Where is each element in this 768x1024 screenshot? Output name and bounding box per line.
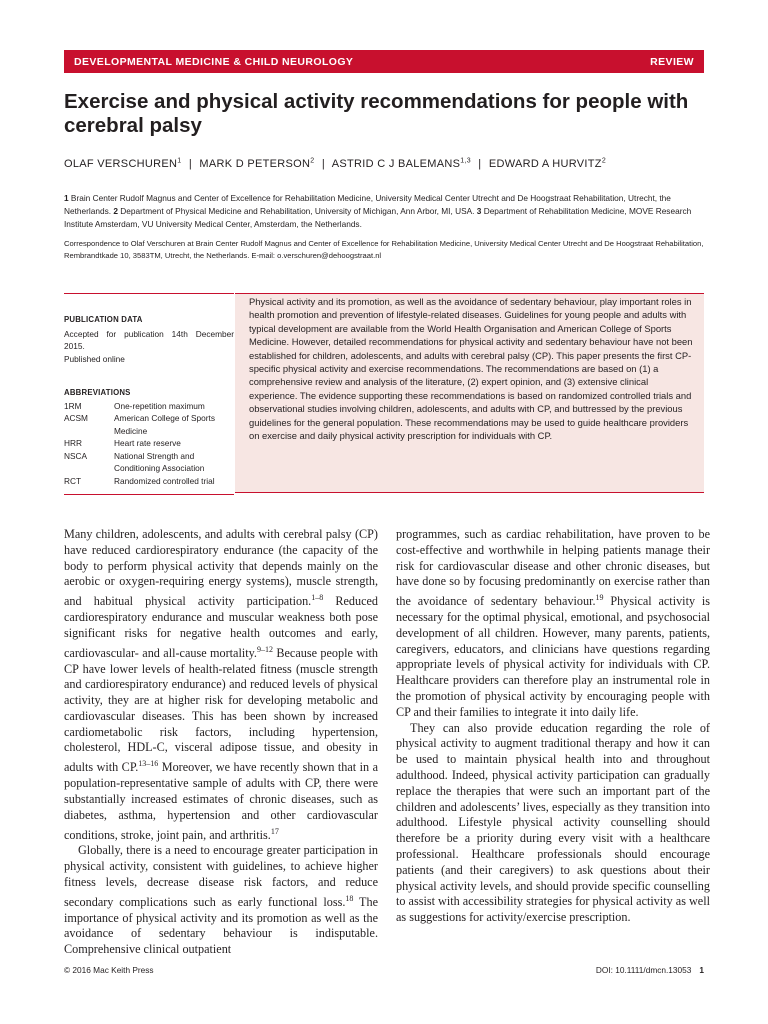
abbreviation: RCT [64,475,82,486]
abbreviation-row [64,412,234,437]
abbreviation-expansion: One-repetition maximum [114,400,205,411]
copyright: © 2016 Mac Keith Press [64,965,154,975]
body-paragraph [64,843,378,958]
body-text: Physical activity is necessary for the optimal physical, emotional, and psychosocial development of all children. However, many parents, patients, caregivers, educators, and clinicians have questions regarding appropriate levels of physical activity for individuals with CP. Healthcare providers can therefore play an instrumental role in the promotion of physical activity by encouraging people with CP and their families to integrate it into daily life. [396,594,710,719]
abbreviation-expansion: Randomized controlled trial [114,475,215,486]
author-list [64,157,704,170]
body-column-left [64,527,378,958]
abbreviation-row [64,437,234,450]
citation-ref: 9–12 [256,644,273,654]
journal-name: DEVELOPMENTAL MEDICINE & CHILD NEUROLOGY [74,55,354,68]
author-affiliation-mark: 1 [177,157,182,164]
abbreviation: HRR [64,438,82,448]
author-name: MARK D PETERSON [199,157,311,170]
author [332,158,471,170]
body-paragraph [396,721,710,926]
body-text: Because people with CP have lower levels of health-related fitness (muscle strength and cardiorespiratory endurance) and reduced levels of physical activity, they are at higher risk for developing metabolic and cardiovascular diseases. This has been shown by increased cardiometabolic risk factors, including hypertension, cholesterol, HDL-C, visceral adipose tissue, and obesity in adults with CP. [64,645,378,775]
author-separator: | [188,157,193,170]
page-footer [64,965,704,975]
abbreviation: NSCA [64,450,88,461]
publication-sidebar [64,293,234,495]
body-text: Moreover, we have recently shown that in a population-representative sample of adults with CP, there were substantially increased estimates of chronic diseases, such as diabetes, asthma, hypertension and other cardiovascular conditions, stroke, joint pain, and arthritis. [64,760,378,842]
author [64,158,182,170]
affiliations [64,192,704,231]
author-separator: | [321,157,325,170]
body-text: Globally, there is a need to encourage greater participation in physical activity, consistent with guidelines, to achieve higher fitness levels, decrease disease risk factors, and reduce secondary complications such as early functional loss. [64,843,378,909]
abbreviation-row [64,475,234,488]
abbreviation-row [64,400,234,413]
author-name: OLAF VERSCHUREN [64,157,178,170]
affiliation-number: 1 [64,193,69,203]
author-affiliation-mark: 2 [310,157,315,164]
citation-ref: 1–8 [311,593,324,603]
citation-ref: 17 [270,826,279,836]
publication-data [64,328,234,366]
page-number: 1 [699,965,704,975]
abbreviation-expansion: Heart rate reserve [114,438,181,448]
body-text: programmes, such as cardiac rehabilitation, have proven to be cost-effective and worthwhile in helping patients manage their risk for cardiovascular disease and other chronic diseases, but have done so by focusing predominantly on exercise rather than the avoidance of sedentary behaviour. [396,527,710,609]
abbreviation: ACSM [64,413,88,423]
abbreviation-expansion: National Strength and Conditioning Association [114,450,205,473]
body-paragraph [396,527,710,721]
citation-ref: 13–16 [138,759,159,769]
body-paragraph [64,527,378,843]
citation-ref: 18 [345,893,354,903]
citation-ref: 19 [595,593,604,603]
accepted-date: Accepted for publication 14th December 2015. [64,328,234,351]
abstract: Physical activity and its promotion, as well as the avoidance of sedentary behaviour, play important roles in health promotion and prevention of lifestyle-related diseases. Guidelines for young people and adults with typical development are available from the World Health Organisation and American College of Sports Medicine. However, detailed recommendations for physical activity and sedentary behaviour have not been established for children, adolescents, and adults with cerebral palsy (CP). This paper presents the first CP-specific physical activity and exercise recommendations. The recommendations are based on (1) a comprehensive review and analysis of the literature, (2) expert opinion, and (3) extensive clinical experience. The evidence supporting these recommendations is based on randomized controlled trials and observational studies involving children, adolescents, and adults with CP, and buttressed by the previous guidelines for the general population. These recommendations may be used to guide healthcare providers on exercise and daily physical activity prescription for individuals with CP. [235,293,704,493]
author-name: EDWARD A HURVITZ [488,157,602,170]
author [199,158,314,170]
affiliation-number: 3 [476,206,482,216]
author-affiliation-mark: 1,3 [460,157,471,164]
author-affiliation-mark: 2 [601,157,607,164]
affiliation-number: 2 [113,206,118,216]
body-text: Many children, adolescents, and adults with cerebral palsy (CP) have reduced cardiorespiratory endurance (the capacity of the body to perform physical activity that depends mainly on the aerobic or oxygen-requiring energy systems), muscle strength, and habitual physical activity participation. [64,527,378,609]
footer-right [596,965,704,975]
abbreviations-list [64,400,234,488]
published-online: Published online [64,353,125,364]
doi: DOI: 10.1111/dmcn.13053 [595,965,692,975]
article-section: REVIEW [650,55,694,68]
publication-data-heading: PUBLICATION DATA [64,315,143,324]
article-title: Exercise and physical activity recommendations for people with cerebral palsy [64,90,689,137]
affiliation-text: Department of Rehabilitation Medicine, MOVE Research Institute Amsterdam, VU University Medical Center, Amsterdam, the Netherlands. [64,206,692,229]
author [489,158,606,170]
author-name: ASTRID C J BALEMANS [331,157,461,170]
affiliation-text: Brain Center Rudolf Magnus and Center of Excellence for Rehabilitation Medicine, University Medical Center Utrecht and De Hoogstraat Rehabilitation, Utrecht, the Netherlands. [64,193,671,216]
author-separator: | [478,157,482,170]
body-text: The importance of physical activity and its promotion as well as the avoidance of sedentary behaviour is indisputable. Comprehensive clinical outpatient [64,894,378,957]
abbreviation-expansion: American College of Sports Medicine [114,413,215,436]
body-column-right [396,527,710,926]
abbreviations-heading: ABBREVIATIONS [64,388,131,397]
body-text: Reduced cardiorespiratory endurance and muscular weakness both pose significant risks for negative health outcomes and early, cardiovascular- and all-cause mortality. [64,594,378,660]
body-text: They can also provide education regarding the role of physical activity to augment traditional therapy and how it can be used to maintain physical health into and throughout adulthood. Indeed, physical activity participation can gradually replace the therapies that were such an important part of the children and adolescents’ lives, especially as they transition into adulthood. Lifestyle physical activity counselling should therefore be a priority during every visit with a healthcare professional. Healthcare professionals should encourage patients (and their caregivers) to ask questions about their physical activity levels, and should provide specific counselling to assist with accessibility strategies for physical activity as well as suggestions for activity/exercise prescription. [396,720,710,925]
journal-header-bar [64,50,704,73]
affiliation-text: Department of Physical Medicine and Rehabilitation, University of Michigan, Ann Arbor, MI, USA. [117,206,477,216]
abbreviation-row [64,450,234,475]
abbreviation: 1RM [64,400,82,411]
correspondence: Correspondence to Olaf Verschuren at Brain Center Rudolf Magnus and Center of Excellence for Rehabilitation Medicine, University Medical Center Utrecht and De Hoogstraat Rehabilitation, Rembrandtkade 10, 3583TM, Utrecht, the Netherlands. E-mail: o.verschuren@dehoogstraat.nl [64,239,704,260]
